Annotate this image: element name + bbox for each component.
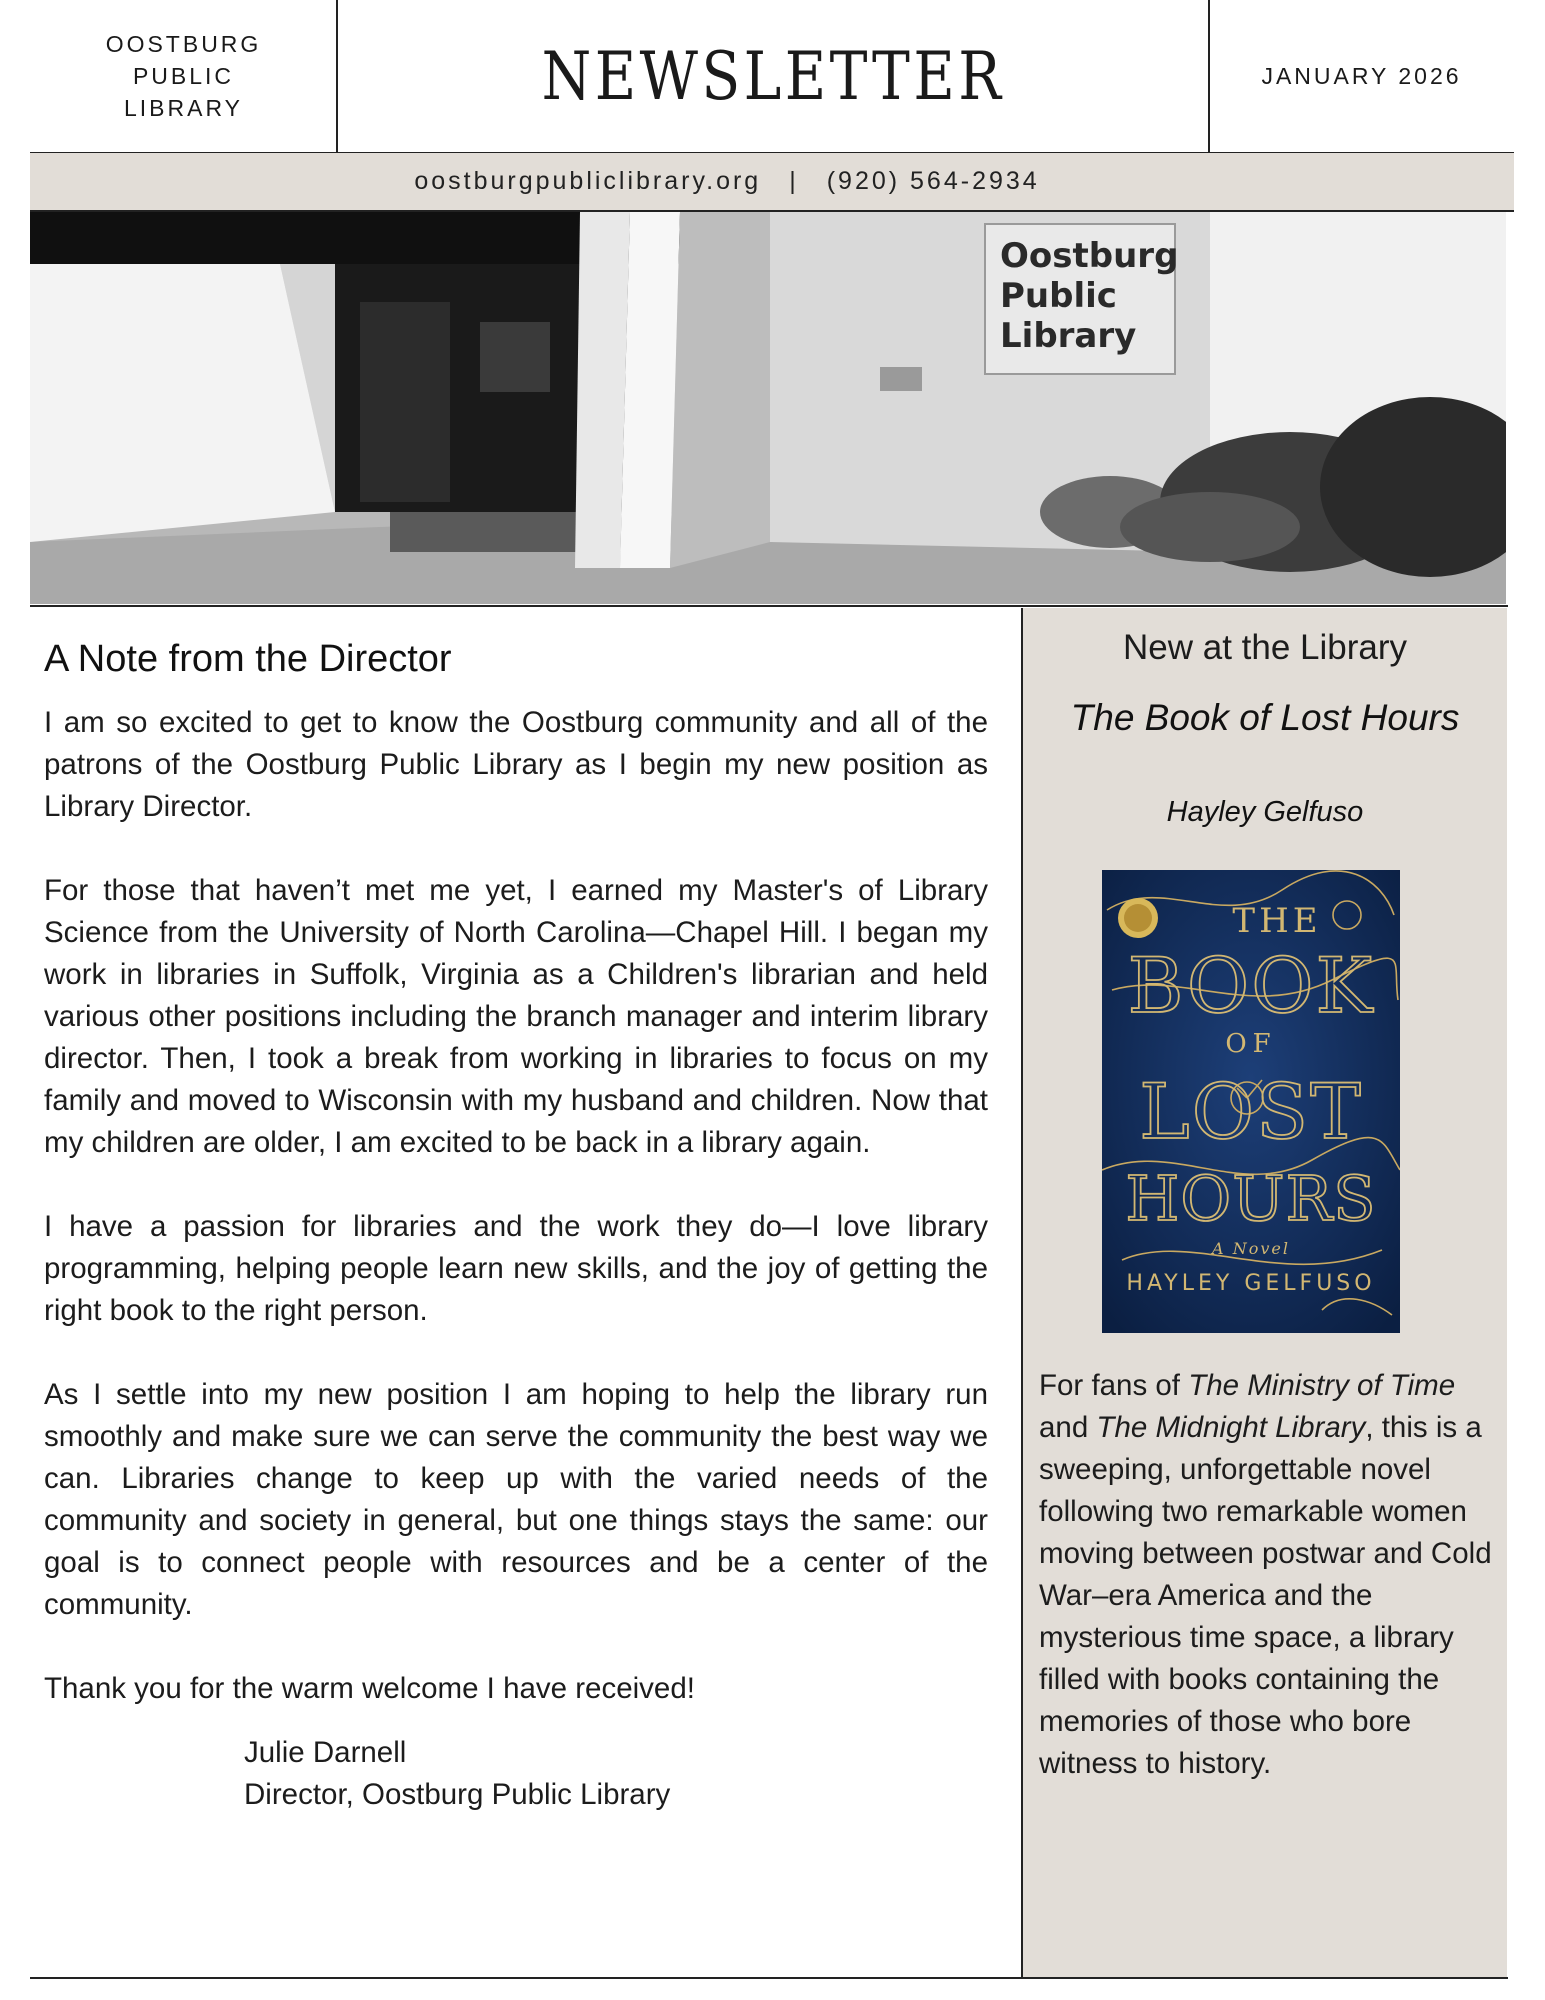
cover-subtitle: A Novel — [1212, 1239, 1290, 1258]
director-note-paragraph-4: As I settle into my new position I am hoping to help the library run smoothly and make sure we can serve the community the best way we can. Libraries change to keep up with the varied needs of the community and society in general, but one things stays the same: our goal is to connect people with resources and be a center of the community. — [44, 1378, 988, 1621]
signature-name: Julie Darnell — [244, 1736, 407, 1769]
book-cover-image[interactable] — [1102, 870, 1400, 1333]
photo-sign-line-2: Public — [1000, 276, 1117, 316]
cover-line-4: LOST — [1139, 1067, 1363, 1156]
description-title-1: The Ministry of Time — [1188, 1369, 1456, 1402]
description-text-1: For fans of — [1039, 1369, 1189, 1402]
cover-line-5: HOURS — [1125, 1162, 1377, 1235]
photo-rule — [30, 605, 1508, 607]
contact-bar — [30, 153, 1514, 210]
description-text-2: and — [1039, 1411, 1097, 1444]
contact-separator: | — [789, 167, 799, 195]
phone-number: (920) 564-2934 — [826, 167, 1040, 195]
photo-sign-line-1: Oostburg — [1000, 236, 1179, 276]
sidebar-heading: New at the Library — [1122, 628, 1408, 667]
library-name-line-2: PUBLIC — [132, 63, 235, 89]
cover-line-1: THE — [1232, 901, 1322, 941]
library-building-photo — [30, 212, 1506, 604]
book-title: The Book of Lost Hours — [1070, 697, 1460, 738]
website-link[interactable]: oostburgpubliclibrary.org — [414, 167, 762, 195]
book-description — [1039, 1365, 1499, 1785]
cover-line-3: OF — [1225, 1029, 1277, 1059]
director-note-paragraph-5: Thank you for the warm welcome I have received! — [44, 1672, 695, 1705]
description-text-3: , this is a sweeping, unforgettable novel following two remarkable women moving between postwar and Cold War–era America and the mysterious time space, a library filled with books containing the memories of those who bore witness to history. — [1039, 1411, 1492, 1780]
photo-sign-line-3: Library — [1000, 316, 1137, 356]
director-note-paragraph-3: I have a passion for libraries and the work they do—I love library programming, helping people learn new skills, and the joy of getting the right book to the right person. — [44, 1210, 988, 1327]
director-note-paragraph-1: I am so excited to get to know the Oostburg community and all of the patrons of the Oostburg Public Library as I begin my new position as Library Director. — [44, 706, 988, 823]
director-note-heading: A Note from the Director — [44, 638, 452, 680]
library-name — [30, 0, 337, 152]
signature-title: Director, Oostburg Public Library — [244, 1778, 671, 1811]
cover-line-2: BOOK — [1127, 941, 1375, 1030]
director-note — [44, 630, 988, 1816]
newsletter-title: NEWSLETTER — [541, 37, 1005, 115]
issue-date: JANUARY 2026 — [1261, 62, 1462, 89]
library-name-line-3: LIBRARY — [123, 95, 243, 121]
director-note-paragraph-2: For those that haven’t met me yet, I earned my Master's of Library Science from the University of North Carolina—Chapel Hill. I began my work in libraries in Suffolk, Virginia as a Children's librarian and held various other positions including the branch manager and interim library director. Then, I took a break from working in libraries to focus on my family and moved to Wisconsin with my husband and children. Now that my children are older, I am excited to be back in a library again. — [44, 874, 988, 1159]
library-name-line-1: OOSTBURG — [105, 31, 262, 57]
cover-author: HAYLEY GELFUSO — [1126, 1271, 1376, 1296]
header-divider-left — [336, 0, 338, 152]
footer-rule — [30, 1977, 1508, 1979]
description-title-2: The Midnight Library — [1096, 1411, 1366, 1444]
book-author: Hayley Gelfuso — [1166, 796, 1364, 828]
